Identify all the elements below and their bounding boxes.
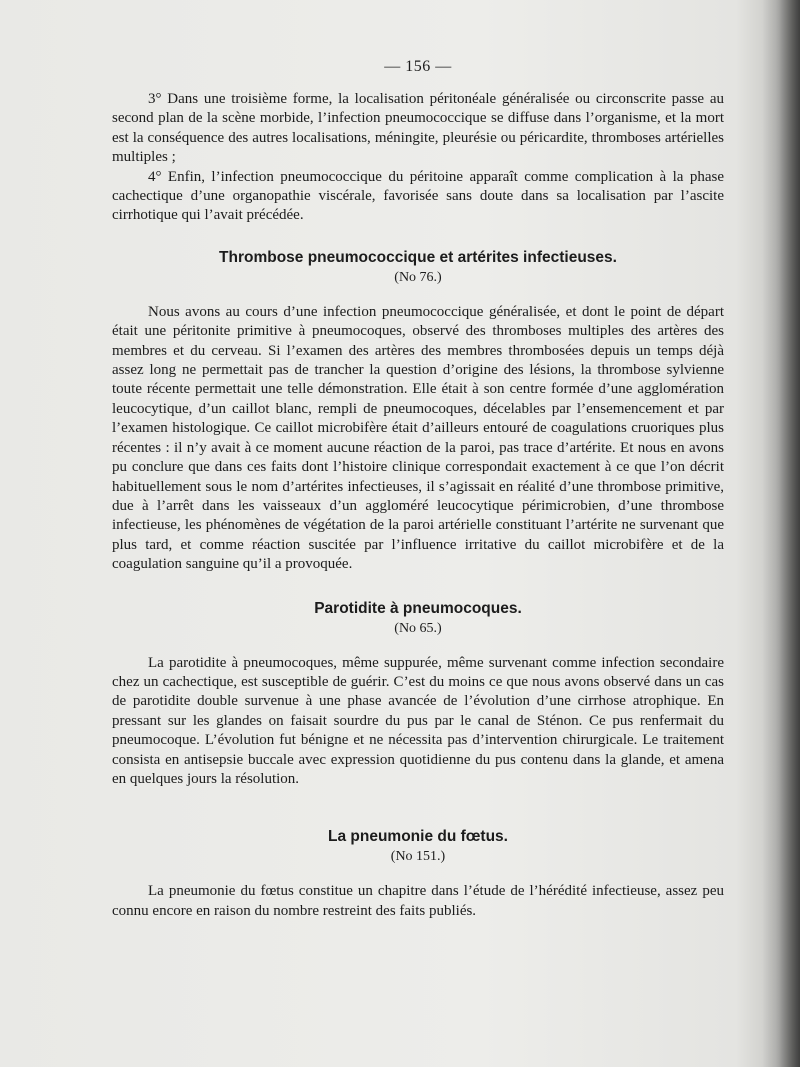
page-number: — 156 — — [384, 58, 452, 75]
intro-block — [112, 90, 724, 226]
section-thrombose — [112, 248, 724, 575]
intro-paragraph-4: 4° Enfin, l’infection pneumococcique du péritoine apparaît comme complication à la phase cachectique d’une organopathie viscérale, favorisée sans doute dans sa localisation par l’ascite cirrhotique qui l’avait précédée. — [112, 168, 724, 224]
intro-paragraph-3: 3° Dans une troisième forme, la localisation péritonéale généralisée ou circonscrite passe au second plan de la scène morbide, l’infection pneumococcique se diffuse dans l’organisme, et la mort est la conséquence des autres localisations, méningite, pleurésie ou péricardite, thromboses artérielles multiples ; — [112, 91, 724, 166]
section-title: La pneumonie du fœtus. — [328, 828, 508, 846]
page-content — [112, 58, 724, 921]
binding-shadow — [762, 0, 800, 1067]
section-paragraph: La pneumonie du fœtus constitue un chapitre dans l’étude de l’hérédité infectieuse, assez peu connu encore en raison du nombre restreint des faits publiés. — [112, 883, 724, 919]
section-title: Thrombose pneumococcique et artérites infectieuses. — [219, 248, 617, 266]
section-paragraph: La parotidite à pneumocoques, même suppurée, même survenant comme infection secondaire chez un cachectique, est susceptible de guérir. C’est du moins ce que nous avons observé dans un cas de parotidite double survenue à une phase avancée de l’évolution d’une cirrhose atrophique. En pressant sur les glandes on faisait sourdre du pus par le canal de Sténon. Ce pus renfermait du pneumocoque. L’évolution fut bénigne et ne nécessita pas d’intervention chirurgicale. Le traitement consista en antisepsie buccale avec expression quotidienne du pus contenu dans la glande, et amena en quelques jours la résolution. — [112, 654, 724, 787]
case-number: (No 76.) — [394, 269, 442, 285]
case-number: (No 151.) — [390, 849, 446, 865]
section-paragraph: Nous avons au cours d’une infection pneumococcique généralisée, et dont le point de départ était une péritonite primitive à pneumocoques, observé des thromboses multiples des artères des membres et du cerveau. Si l’examen des artères des membres thrombosées depuis un temps déjà assez long ne permettait pas de trancher la question d’origine des lésions, la thrombose sylvienne toute récente permettait une telle démonstration. Elle était à son centre formée d’une agglomération leucocytique, d’un caillot blanc, rempli de pneumocoques, décelables par l’ensemencement et par l’examen histologique. Ce caillot microbifère était d’ailleurs entouré de coagulations cruoriques plus récentes : il n’y avait à ce moment aucune réaction de la paroi, pas trace d’artérite. Et nous en avons pu conclure que dans ces faits dont l’histoire clinique correspondait exactement à ce que l’on décrit habituellement sous le nom d’artérites infectieuses, il s’agissait en réalité d’une thrombose primitive, due à l’arrêt dans les vaisseaux d’un aggloméré leucocytique périmicrobien, d’une thrombose infectieuse, les phénomènes de végétation de la paroi artérielle constituant l’artérite ne survenant que plus tard, et comme réaction suscitée par l’influence irritative du caillot microbifère et de la coagulation sanguine qu’il a provoquée. — [112, 303, 724, 573]
section-title: Parotidite à pneumocoques. — [314, 599, 522, 617]
case-number: (No 65.) — [394, 620, 442, 636]
section-parotidite — [112, 599, 724, 790]
section-pneumonie-foetus — [112, 827, 724, 921]
